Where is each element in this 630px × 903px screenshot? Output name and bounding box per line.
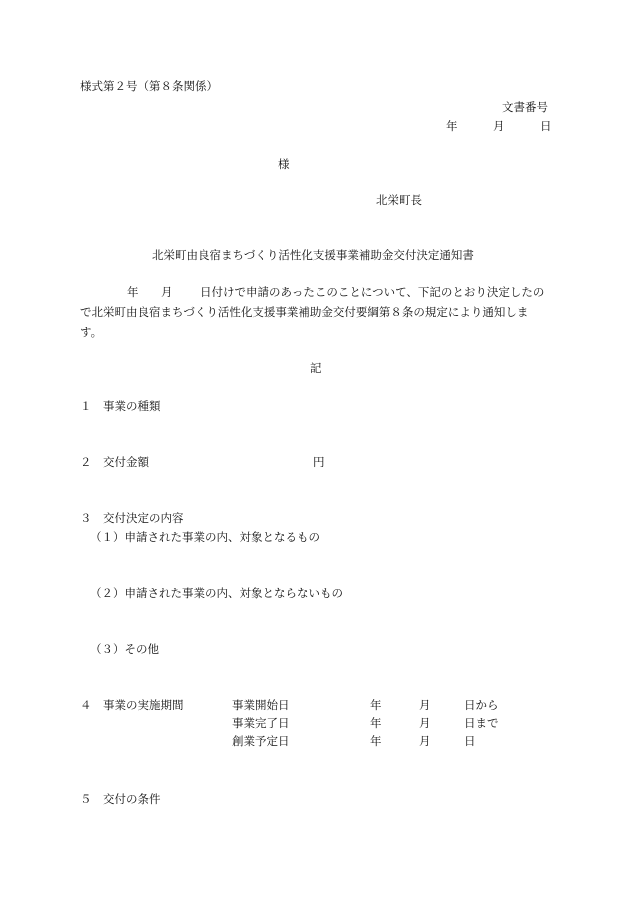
form-number: 様式第２号（第８条関係） <box>80 79 218 93</box>
period-row-year: 年 <box>370 734 382 748</box>
item-1-label: 事業の種類 <box>103 399 161 413</box>
period-row-label: 事業開始日 <box>232 698 290 712</box>
body-month: 月 <box>161 285 173 299</box>
issue-date-year: 年 <box>446 119 458 133</box>
period-row-year: 年 <box>370 716 382 730</box>
item-2-unit: 円 <box>313 455 325 469</box>
issue-date-month: 月 <box>493 119 505 133</box>
addressee-honorific: 様 <box>278 157 290 171</box>
period-row-label: 創業予定日 <box>232 734 290 748</box>
period-row-month: 月 <box>419 698 431 712</box>
item-1-number: １ <box>80 399 92 413</box>
body-year: 年 <box>127 285 139 299</box>
item-2-label: 交付金額 <box>103 455 149 469</box>
body-text-line3: す。 <box>80 325 103 339</box>
document-title: 北栄町由良宿まちづくり活性化支援事業補助金交付決定通知書 <box>152 248 474 262</box>
item-4-number: ４ <box>80 698 92 712</box>
period-row-year: 年 <box>370 698 382 712</box>
ki-heading: 記 <box>310 361 322 375</box>
issue-date-day: 日 <box>540 119 552 133</box>
period-row-day: 日まで <box>464 716 499 730</box>
body-text-line2: で北栄町由良宿まちづくり活性化支援事業補助金交付要綱第８条の規定により通知しま <box>80 305 529 319</box>
item-2-number: ２ <box>80 455 92 469</box>
item-3-number: ３ <box>80 511 92 525</box>
item-3-label: 交付決定の内容 <box>103 511 184 525</box>
document-number-label: 文書番号 <box>502 100 548 114</box>
period-row-label: 事業完了日 <box>232 716 290 730</box>
period-row-day: 日から <box>464 698 499 712</box>
period-row-month: 月 <box>419 734 431 748</box>
body-text-line1: 日付けで申請のあったこのことについて、下記のとおり決定したの <box>200 285 545 299</box>
item-5-number: ５ <box>80 792 92 806</box>
period-row-day: 日 <box>464 734 476 748</box>
item-4-label: 事業の実施期間 <box>103 698 184 712</box>
item-3-sub-3: （３）その他 <box>90 642 159 656</box>
sender-name: 北栄町長 <box>376 193 422 207</box>
item-3-sub-2: （２）申請された事業の内、対象とならないもの <box>90 586 343 600</box>
item-5-label: 交付の条件 <box>103 792 161 806</box>
period-row-month: 月 <box>419 716 431 730</box>
item-3-sub-1: （１）申請された事業の内、対象となるもの <box>90 530 320 544</box>
